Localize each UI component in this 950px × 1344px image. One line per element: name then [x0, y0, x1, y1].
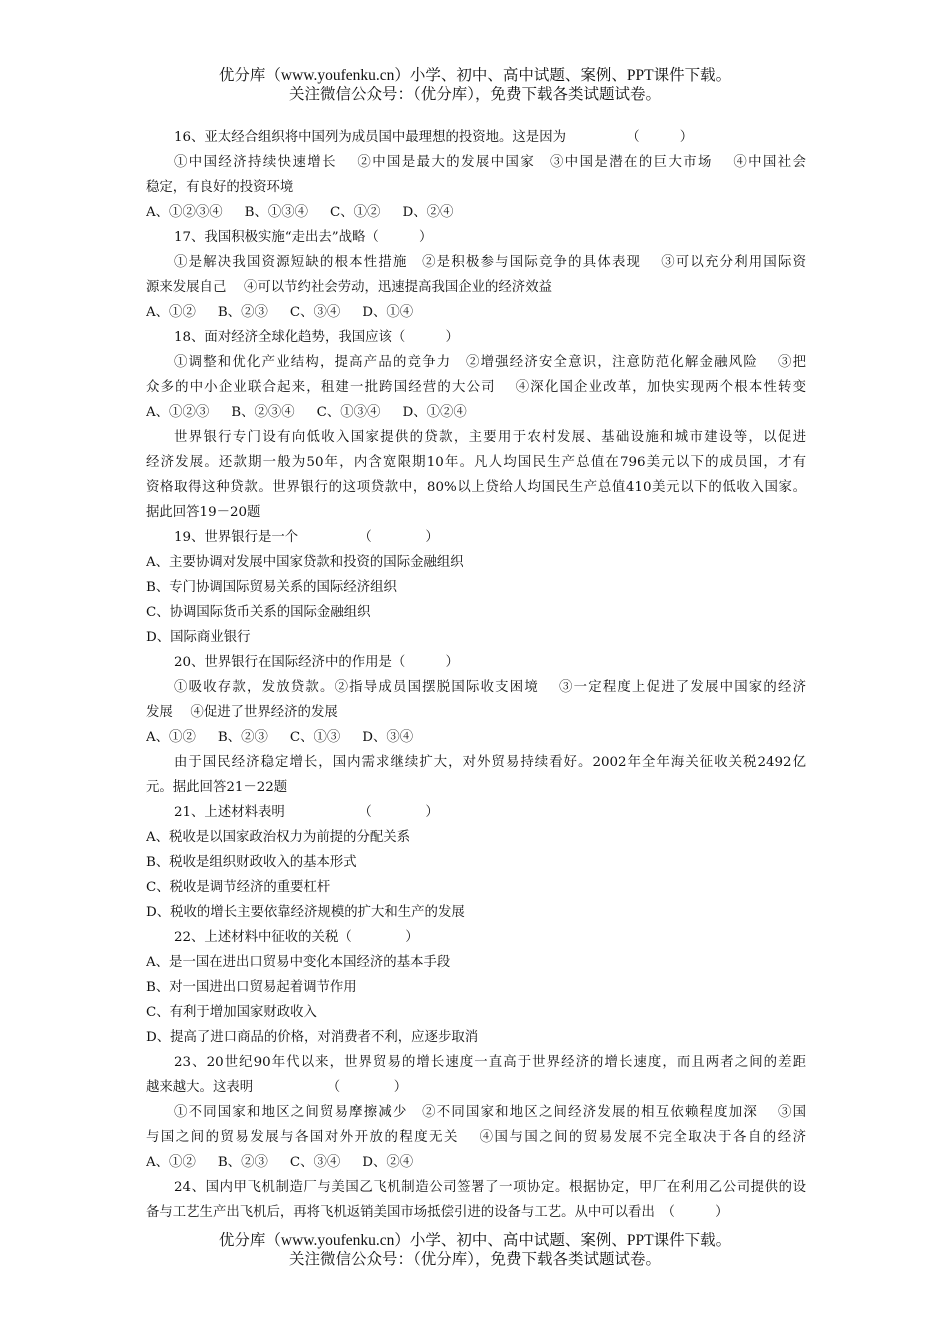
question-23-statements: ①不同国家和地区之间贸易摩擦减少 ②不同国家和地区之间经济发展的相互依赖程度加深 ③国 — [174, 1105, 806, 1120]
option-a: A、①②③④ — [146, 205, 223, 220]
footer-line-1: 优分库（www.youfenku.cn）小学、初中、高中试题、案例、PPT课件下载。 — [218, 1232, 732, 1249]
option-d: D、③④ — [362, 730, 414, 745]
question-23-stem-cont: 越来越大。这表明 （ ） — [146, 1080, 408, 1095]
option-d: D、①④ — [362, 305, 414, 320]
question-21-option-a: A、税收是以国家政治权力为前提的分配关系 — [146, 830, 411, 845]
option-a: A、①② — [146, 1155, 196, 1170]
page-footer — [0, 1231, 950, 1269]
question-19-option-d: D、国际商业银行 — [146, 630, 251, 645]
question-19-option-c: C、协调国际货币关系的国际金融组织 — [146, 605, 371, 620]
header-line-1: 优分库（www.youfenku.cn）小学、初中、高中试题、案例、PPT课件下载。 — [218, 67, 732, 84]
question-17-options — [146, 300, 806, 325]
option-b: B、②③ — [217, 730, 268, 745]
question-18-options — [146, 400, 806, 425]
material-1-line-2: 经济发展。还款期一般为50年，内含宽限期10年。凡人均国民生产总值在796美元以下的成员国，才有 — [146, 455, 806, 470]
option-d: D、②④ — [402, 205, 454, 220]
option-b: B、②③ — [217, 1155, 268, 1170]
question-23-stem: 23、20世纪90年代以来，世界贸易的增长速度一直高于世界经济的增长速度，而且两者之间的差距 — [174, 1055, 806, 1070]
question-22-stem: 22、上述材料中征收的关税（ ） — [174, 930, 419, 945]
page-header — [0, 66, 950, 104]
question-22-option-d: D、提高了进口商品的价格，对消费者不利，应逐步取消 — [146, 1030, 479, 1045]
question-24-stem-cont: 备与工艺生产出飞机后，再将飞机返销美国市场抵偿引进的设备与工艺。从中可以看出 （ ） — [146, 1205, 729, 1220]
question-16-stem: 16、亚太经合组织将中国列为成员国中最理想的投资地。这是因为 （ ） — [174, 130, 694, 145]
question-18-statements: ①调整和优化产业结构，提高产品的竞争力 ②增强经济安全意识，注意防范化解金融风险 ③把 — [174, 355, 806, 370]
material-1-line-3: 资格取得这种贷款。世界银行的这项贷款中，80%以上贷给人均国民生产总值410美元以下的低收入国家。 — [146, 480, 806, 495]
question-18-stem: 18、面对经济全球化趋势，我国应该（ ） — [174, 330, 459, 345]
question-18-statements-cont: 众多的中小企业联合起来，租建一批跨国经营的大公司 ④深化国企业改革，加快实现两个根本性转变 — [146, 380, 806, 395]
header-line-2: 关注微信公众号：（优分库），免费下载各类试题试卷。 — [288, 86, 661, 103]
question-19-option-b: B、专门协调国际贸易关系的国际经济组织 — [146, 580, 397, 595]
question-20-stem: 20、世界银行在国际经济中的作用是（ ） — [174, 655, 459, 670]
footer-line-2: 关注微信公众号：（优分库），免费下载各类试题试卷。 — [288, 1251, 661, 1268]
question-24-stem: 24、国内甲飞机制造厂与美国乙飞机制造公司签署了一项协定。根据协定，甲厂在利用乙公司提供的设 — [174, 1180, 806, 1195]
option-a: A、①② — [146, 730, 196, 745]
question-16-statements-cont: 稳定，有良好的投资环境 — [146, 180, 294, 195]
option-d: D、①②④ — [402, 405, 467, 420]
material-2-line-2: 元。据此回答21－22题 — [146, 780, 288, 795]
question-17-stem: 17、我国积极实施“走出去”战略（ ） — [174, 230, 433, 245]
question-23-statements-cont: 与国之间的贸易发展与各国对外开放的程度无关 ④国与国之间的贸易发展不完全取决于各自的经济 — [146, 1130, 806, 1145]
option-c: C、③④ — [289, 1155, 341, 1170]
question-21-option-d: D、税收的增长主要依靠经济规模的扩大和生产的发展 — [146, 905, 465, 920]
question-22-option-b: B、对一国进出口贸易起着调节作用 — [146, 980, 357, 995]
material-2-line-1: 由于国民经济稳定增长，国内需求继续扩大，对外贸易持续看好。2002年全年海关征收关税2492亿 — [174, 755, 806, 770]
option-d: D、②④ — [362, 1155, 414, 1170]
option-a: A、①② — [146, 305, 196, 320]
option-c: C、①③④ — [316, 405, 381, 420]
material-1-line-1: 世界银行专门设有向低收入国家提供的贷款，主要用于农村发展、基础设施和城市建设等，以促进 — [174, 430, 806, 445]
question-16-statements: ①中国经济持续快速增长 ②中国是最大的发展中国家 ③中国是潜在的巨大市场 ④中国社会 — [174, 155, 806, 170]
question-20-options — [146, 725, 806, 750]
question-17-statements: ①是解决我国资源短缺的根本性措施 ②是积极参与国际竞争的具体表现 ③可以充分利用国际资 — [174, 255, 806, 270]
document-body — [146, 125, 806, 1225]
question-21-option-c: C、税收是调节经济的重要杠杆 — [146, 880, 331, 895]
option-c: C、①③ — [289, 730, 341, 745]
question-22-option-a: A、是一国在进出口贸易中变化本国经济的基本手段 — [146, 955, 451, 970]
question-17-statements-cont: 源来发展自己 ④可以节约社会劳动，迅速提高我国企业的经济效益 — [146, 280, 552, 295]
question-22-option-c: C、有利于增加国家财政收入 — [146, 1005, 317, 1020]
question-19-stem: 19、世界银行是一个 （ ） — [174, 530, 439, 545]
option-b: B、②③④ — [231, 405, 295, 420]
question-20-statements: ①吸收存款，发放贷款。②指导成员国摆脱国际收支困境 ③一定程度上促进了发展中国家的经济 — [174, 680, 806, 695]
option-b: B、①③④ — [244, 205, 309, 220]
question-20-statements-cont: 发展 ④促进了世界经济的发展 — [146, 705, 338, 720]
option-c: C、①② — [330, 205, 381, 220]
question-21-option-b: B、税收是组织财政收入的基本形式 — [146, 855, 357, 870]
question-23-options — [146, 1150, 806, 1175]
question-16-options — [146, 200, 806, 225]
option-c: C、③④ — [289, 305, 341, 320]
question-19-option-a: A、主要协调对发展中国家贷款和投资的国际金融组织 — [146, 555, 464, 570]
option-a: A、①②③ — [146, 405, 210, 420]
option-b: B、②③ — [217, 305, 268, 320]
question-21-stem: 21、上述材料表明 （ ） — [174, 805, 439, 820]
material-1-line-4: 据此回答19－20题 — [146, 505, 261, 520]
